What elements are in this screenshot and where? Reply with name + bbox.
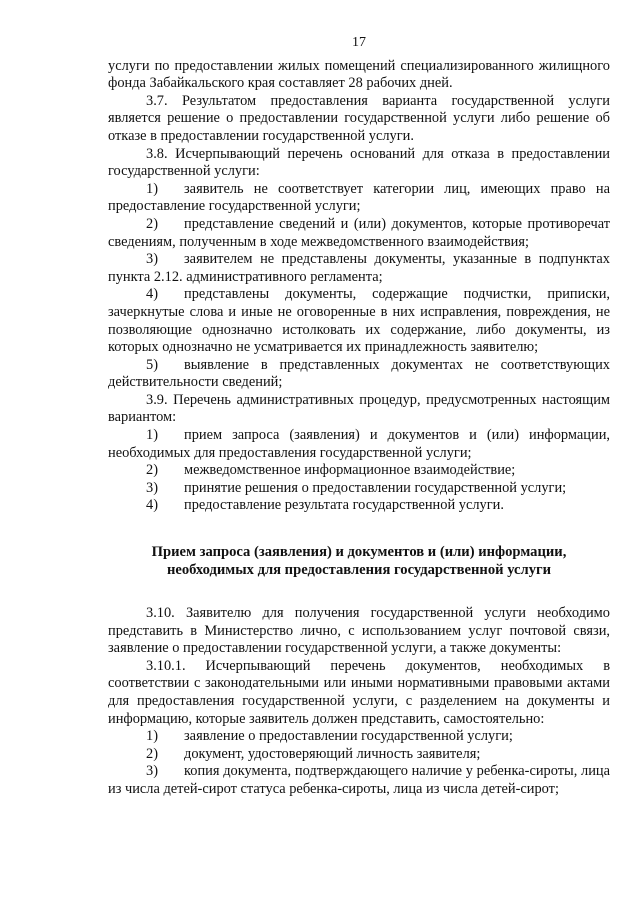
- list-item-text: прием запроса (заявления) и документов и (или) информации, необходимых для предоставления государственной услуги;: [108, 427, 610, 461]
- list-item: [108, 497, 610, 515]
- list-item: [108, 357, 610, 392]
- section-heading: Прием запроса (заявления) и документов и (или) информации, необходимых для предоставления государственной услуги: [151, 544, 567, 579]
- list-item-number: 4): [146, 286, 158, 303]
- list-item-number: 3): [146, 479, 158, 496]
- list-item: [108, 728, 610, 746]
- list-item: [108, 251, 610, 286]
- list-item-number: 1): [146, 427, 158, 444]
- list-item-text: межведомственное информационное взаимодействие;: [184, 462, 516, 479]
- list-item: [108, 427, 610, 462]
- list-item-text: предоставление результата государственной услуги.: [184, 497, 504, 514]
- paragraph: 3.10.1. Исчерпывающий перечень документов, необходимых в соответствии с законодательными или иными нормативными правовыми актами для предоставления государственной услуги, с разделением на документы и информацию, которые заявитель должен представить, самостоятельно:: [108, 657, 610, 727]
- list-item-text: копия документа, подтверждающего наличие у ребенка-сироты, лица из числа детей-сирот статуса ребенка-сироты, лица из числа детей-сирот;: [108, 763, 610, 797]
- page-number: 17: [352, 35, 366, 50]
- list-item: [108, 746, 610, 764]
- list-item: [108, 286, 610, 356]
- list-item-number: 1): [146, 180, 158, 197]
- list-item-text: представлены документы, содержащие подчистки, приписки, зачеркнутые слова и иные не оговоренные в них исправления, повреждения, не позволяющие однозначно истолковать их содержание, либо документы, из которых однозначно не усматривается их принадлежность заявителю;: [108, 286, 610, 356]
- paragraph: услуги по предоставлении жилых помещений специализированного жилищного фонда Забайкальского края составляет 28 рабочих дней.: [108, 57, 610, 92]
- paragraph: 3.9. Перечень административных процедур, предусмотренных настоящим вариантом:: [108, 391, 610, 426]
- list-item-text: заявление о предоставлении государственной услуги;: [184, 728, 513, 745]
- list-item-text: документ, удостоверяющий личность заявителя;: [184, 745, 481, 762]
- list-item-text: представление сведений и (или) документов, которые противоречат сведениям, полученным в ходе межведомственного взаимодействия;: [108, 215, 610, 250]
- list-item: [108, 181, 610, 216]
- list-item-text: выявление в представленных документах не соответствующих действительности сведений;: [108, 356, 610, 391]
- list-item-text: принятие решения о предоставлении государственной услуги;: [184, 479, 567, 496]
- list-item-number: 2): [146, 215, 158, 232]
- list-item-text: заявителем не представлены документы, указанные в подпунктах пункта 2.12. административного регламента;: [108, 251, 610, 285]
- list-item-number: 1): [146, 728, 158, 745]
- list-item-number: 5): [146, 356, 158, 373]
- paragraph: 3.8. Исчерпывающий перечень оснований для отказа в предоставлении государственной услуги:: [108, 145, 610, 180]
- list-item-number: 3): [146, 251, 158, 268]
- paragraph: 3.10. Заявителю для получения государственной услуги необходимо представить в Министерство лично, с использованием услуг почтовой связи, заявление о предоставлении государственной услуги, а также документы:: [108, 605, 610, 657]
- document-page: [108, 34, 610, 799]
- list-item: [108, 763, 610, 798]
- list-item-number: 3): [146, 763, 158, 780]
- list-item-text: заявитель не соответствует категории лиц, имеющих право на предоставление государственной услуги;: [108, 180, 610, 215]
- list-item: [108, 480, 610, 498]
- list-item: [108, 462, 610, 480]
- list-item-number: 4): [146, 497, 158, 514]
- list-item: [108, 216, 610, 251]
- list-item-number: 2): [146, 462, 158, 479]
- paragraph: 3.7. Результатом предоставления варианта государственной услуги является решение о предоставлении государственной услуги либо решение об отказе в предоставлении государственной услуги.: [108, 92, 610, 144]
- list-item-number: 2): [146, 745, 158, 762]
